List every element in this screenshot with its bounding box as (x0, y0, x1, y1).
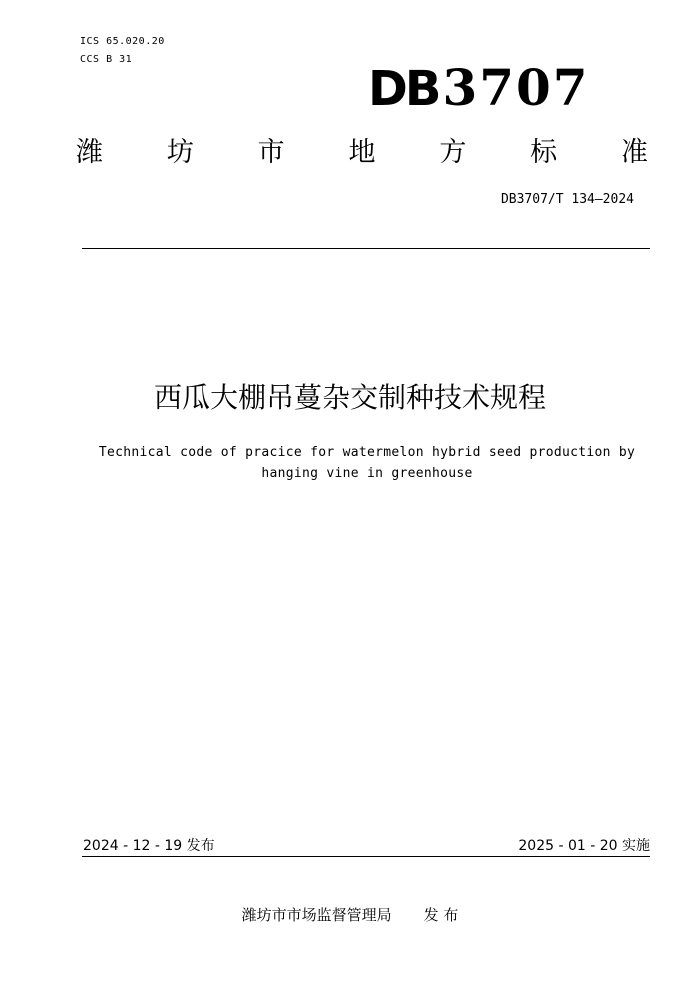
issuer-name: 潍坊市市场监督管理局 (241, 906, 392, 924)
code-prefix: DB (368, 61, 439, 117)
standard-code-logo (368, 60, 590, 116)
code-number: 3707 (442, 58, 590, 117)
title-char: 潍 (76, 137, 103, 168)
title-char: 市 (257, 137, 285, 168)
title-en-line-1: Technical code of pracice for watermelon hybrid seed production by (98, 445, 636, 460)
title-char: 坊 (166, 137, 194, 168)
title-char: 地 (348, 137, 376, 168)
title-char: 准 (620, 137, 648, 168)
publish-date: 2024 - 12 - 19 发布 (83, 838, 215, 854)
ccs-code: CCS B 31 (80, 54, 133, 65)
issuer-line (0, 904, 700, 925)
document-title: 西瓜大棚吊蔓杂交制种技术规程 (153, 381, 546, 414)
implement-date: 2025 - 01 - 20 实施 (518, 838, 650, 854)
standard-type-title (76, 136, 648, 170)
title-char: 标 (530, 137, 558, 168)
standard-number: DB3707/T 134—2024 (500, 192, 634, 207)
ics-code: ICS 65.020.20 (80, 36, 165, 47)
title-en-line-2: hanging vine in greenhouse (261, 466, 473, 481)
title-char: 方 (439, 137, 467, 168)
document-title-english (84, 442, 650, 484)
divider-bottom (82, 856, 650, 857)
divider-top (82, 248, 650, 249)
issue-word: 发 布 (423, 906, 459, 924)
